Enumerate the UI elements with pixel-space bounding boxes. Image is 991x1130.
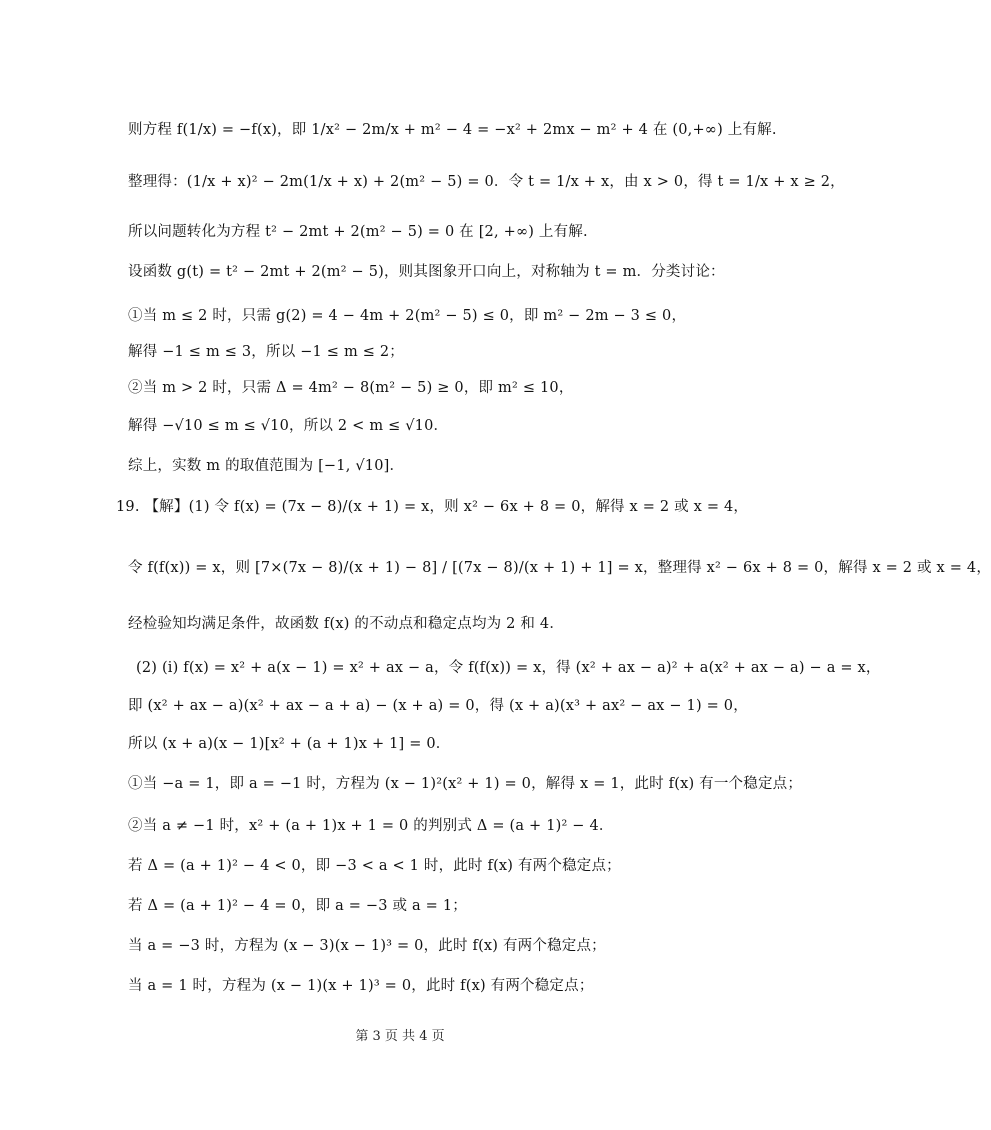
text-line: ①当 −a = 1，即 a = −1 时，方程为 (x − 1)²(x² + 1) = 0，解得 x = 1，此时 f(x) 有一个稳定点； — [128, 776, 803, 792]
text-line: 令 f(f(x)) = x，则 [7×(7x − 8)/(x + 1) − 8] / [(7x − 8)/(x + 1) + 1] = x，整理得 x² − 6x + 8 = 0，解得 x = 2 或 x = 4， — [128, 560, 991, 576]
text-line: 经检验知均满足条件，故函数 f(x) 的不动点和稳定点均为 2 和 4． — [128, 616, 565, 632]
text-line: ②当 a ≠ −1 时，x² + (a + 1)x + 1 = 0 的判别式 Δ = (a + 1)² − 4． — [128, 818, 614, 834]
text-line: 解得 −√10 ≤ m ≤ √10，所以 2 < m ≤ √10． — [128, 418, 449, 434]
problem-heading-line: 19. 【解】(1) 令 f(x) = (7x − 8)/(x + 1) = x，则 x² − 6x + 8 = 0，解得 x = 2 或 x = 4， — [116, 499, 749, 515]
text-line: 综上，实数 m 的取值范围为 [−1, √10]． — [128, 458, 405, 474]
text-line: ①当 m ≤ 2 时，只需 g(2) = 4 − 4m + 2(m² − 5) ≤ 0，即 m² − 2m − 3 ≤ 0， — [128, 308, 687, 324]
text-line: 若 Δ = (a + 1)² − 4 < 0，即 −3 < a < 1 时，此时 f(x) 有两个稳定点； — [128, 858, 621, 874]
text-line: 当 a = 1 时，方程为 (x − 1)(x + 1)³ = 0，此时 f(x) 有两个稳定点； — [128, 978, 594, 994]
text-line: 当 a = −3 时，方程为 (x − 3)(x − 1)³ = 0，此时 f(x) 有两个稳定点； — [128, 938, 606, 954]
text-line: 即 (x² + ax − a)(x² + ax − a + a) − (x + a) = 0，得 (x + a)(x³ + ax² − ax − 1) = 0， — [128, 698, 748, 714]
text-line: (2) (i) f(x) = x² + a(x − 1) = x² + ax − a，令 f(f(x)) = x，得 (x² + ax − a)² + a(x² + ax − a) − a = x， — [136, 660, 881, 676]
text-line: 若 Δ = (a + 1)² − 4 = 0，即 a = −3 或 a = 1； — [128, 898, 467, 914]
text-line: 整理得：(1/x + x)² − 2m(1/x + x) + 2(m² − 5) = 0．令 t = 1/x + x，由 x > 0，得 t = 1/x + x ≥ 2， — [128, 174, 845, 190]
text-line: 所以问题转化为方程 t² − 2mt + 2(m² − 5) = 0 在 [2, +∞) 上有解. — [128, 224, 588, 240]
text-line: 解得 −1 ≤ m ≤ 3，所以 −1 ≤ m ≤ 2； — [128, 344, 404, 360]
text-line: 则方程 f(1/x) = −f(x)，即 1/x² − 2m/x + m² − 4 = −x² + 2mx − m² + 4 在 (0,+∞) 上有解. — [128, 122, 777, 138]
text-line: 设函数 g(t) = t² − 2mt + 2(m² − 5)，则其图象开口向上，对称轴为 t = m．分类讨论： — [128, 264, 725, 280]
text-line: 所以 (x + a)(x − 1)[x² + (a + 1)x + 1] = 0． — [128, 736, 451, 752]
page-footer: 第 3 页 共 4 页 — [355, 1029, 445, 1044]
text-line: ②当 m > 2 时，只需 Δ = 4m² − 8(m² − 5) ≥ 0，即 m² ≤ 10， — [128, 380, 574, 396]
